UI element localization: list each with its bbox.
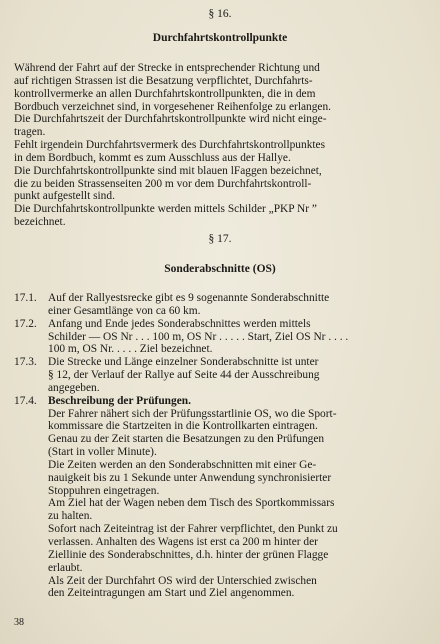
section-16-paragraph: Während der Fahrt auf der Strecke in entsprechender Richtung und auf richtigen Strassen ist die Besatzung verpflichtet, Durchfahrts- kontrollvermerke an allen Durchfahrtskontrollpunkten, die in dem Bordbuch verzeichnet sind, in vorgesehener Reihenfolge zu erlangen. Die Durchfahrtszeit der Durchfahrtskontrollpunkte wird nicht einge- tragen. xyxy=(14,62,332,139)
item-text: Anfang und Ende jedes Sonderabschnittes werden mittels Schilder — OS Nr . . . 100 m, OS Nr . . . . . Start, Ziel OS Nr . . . . 100 m, OS Nr. . . . . Ziel bezeichnet. xyxy=(48,317,349,356)
list-item xyxy=(14,318,426,357)
section-16-paragraph: Die Durchfahrtskontrollpunkte werden mittels Schilder „PKP Nr ” bezeichnet. xyxy=(14,203,317,229)
item-number: 17.1. xyxy=(14,291,37,304)
list-item xyxy=(14,356,426,395)
item-number: 17.4. xyxy=(14,394,37,407)
section-16-title: Durchfahrtskontrollpunkte xyxy=(152,32,288,44)
list-item xyxy=(14,292,426,318)
item-number: 17.3. xyxy=(14,356,37,369)
list-item xyxy=(14,395,426,601)
item-text: Beschreibung der Prüfungen. Der Fahrer nähert sich der Prüfungsstartlinie OS, wo die Sport- kommissare die Startzeiten in die Kontrollkarten eintragen. Genau zu der Zeit starten die Besatzungen zu den Prüfungen (Start in voller Minute). Die Zeiten werden an den Sonderabschnitten mit einer Ge- nauigkeit bis zu 1 Sekunde unter Anwendung synchronisierter Stoppuhren eingetragen. Am Ziel hat der Wagen neben dem Tisch des Sportkommissars zu halten. Sofort nach Zeiteintrag ist der Fahrer verpflichtet, den Punkt zu verlassen. Anhalten des Wagens ist erst ca 200 m hinter der Ziellinie des Sonderabschnittes, d.h. hinter der grünen Flagge erlaubt. Als Zeit der Durchfahrt OS wird der Unterschied zwischen den Zeiteintragungen am Start und Ziel angenommen. xyxy=(48,395,426,601)
item-text: Die Strecke und Länge einzelner Sonderabschnitte ist unter § 12, der Verlauf der Rallye auf Seite 44 der Ausschreibung angegeben. xyxy=(48,356,320,394)
item-heading: Beschreibung der Prüfungen. xyxy=(48,394,191,407)
section-17-number: § 17. xyxy=(208,232,232,245)
section-16-paragraph: Die Durchfahrtskontrollpunkte sind mit blauen lFaggen bezeichnet, die zu beiden Strassenseiten 200 m vor dem Durchfahrtskontroll- punkt aufgestellt sind. xyxy=(14,164,322,203)
page-number: 38 xyxy=(14,617,24,628)
section-17-body xyxy=(14,292,426,600)
item-text: Auf der Rallyestsrecke gibt es 9 sogenannte Sonderabschnitte einer Gesamtlänge von ca 60 km. xyxy=(48,291,330,317)
section-17-title: Sonderabschnitte (OS) xyxy=(164,262,276,275)
section-16-number: § 16. xyxy=(208,8,232,20)
item-number: 17.2. xyxy=(14,317,37,330)
section-16-body xyxy=(14,62,426,229)
section-16-paragraph: Fehlt irgendein Durchfahrtsvermerk des Durchfahrtskontrollpunktes in dem Bordbuch, kommt es zum Ausschluss aus der Hallye. xyxy=(14,139,326,164)
